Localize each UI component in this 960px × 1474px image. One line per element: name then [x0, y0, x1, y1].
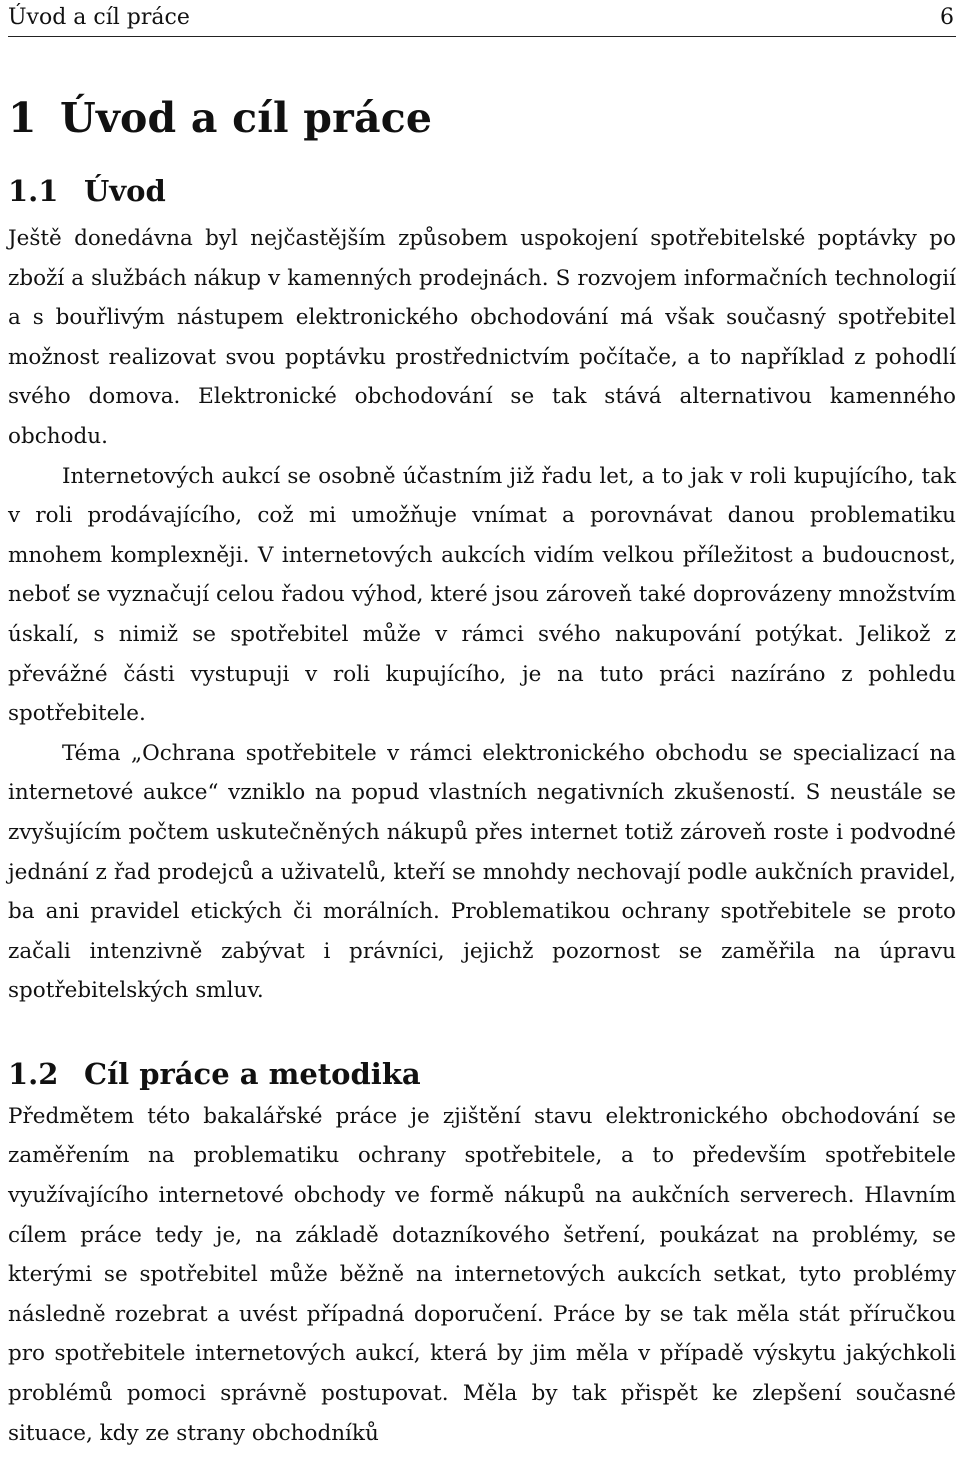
running-header-title: Úvod a cíl práce: [8, 5, 190, 30]
chapter-heading: [8, 93, 956, 143]
paragraph: Téma „Ochrana spotřebitele v rámci elektronického obchodu se specializací na internetové aukce“ vzniklo na popud vlastních negativních zkušeností. S neustále se zvyšujícím počtem uskutečněných nákupů přes internet totiž zároveň roste i podvodné jednání z řad prodejců a uživatelů, kteří se mnohdy nechovají podle aukčních pravidel, ba ani pravidel etických či morálních. Problematikou ochrany spotřebitele se proto začali intenzivně zabývat i právníci, jejichž pozornost se zaměřila na úpravu spotřebitelských smluv.: [8, 740, 956, 1004]
chapter-title: Úvod a cíl práce: [60, 94, 433, 142]
paragraph: Předmětem této bakalářské práce je zjištění stavu elektronického obchodování se zaměřením na problematiku ochrany spotřebitele, a to především spotřebitele využívajícího internetové obchody ve formě nákupů na aukčních serverech. Hlavním cílem práce tedy je, na základě dotazníkového šetření, poukázat na problémy, se kterými se spotřebitel může běžně na internetových aukcích setkat, tyto problémy následně rozebrat a uvést případná doporučení. Práce by se tak měla stát příručkou pro spotřebitele internetových aukcí, která by jim měla v případě výskytu jakýchkoli problémů pomoci správně postupovat. Měla by tak přispět ke zlepšení současné situace, kdy ze strany obchodníků: [8, 1103, 956, 1446]
running-header: [8, 0, 956, 37]
chapter-number: 1: [8, 94, 37, 142]
paragraph: Ještě donedávna byl nejčastějším způsobem uspokojení spotřebitelské poptávky po zboží a službách nákup v kamenných prodejnách. S rozvojem informačních technologií a s bouřlivým nástupem elektronického obchodování má však současný spotřebitel možnost realizovat svou poptávku prostřednictvím počítače, a to například z pohodlí svého domova. Elektronické obchodování se tak stává alternativou kamenného obchodu.: [8, 226, 956, 449]
page-number: 6: [940, 5, 954, 30]
section-number: 1.1: [8, 174, 59, 208]
section-title: Úvod: [84, 174, 166, 208]
section-heading-intro: [8, 171, 956, 211]
document-page: [8, 0, 956, 1453]
section-number: 1.2: [8, 1056, 59, 1091]
section-title: Cíl práce a metodika: [84, 1056, 421, 1091]
section-heading-goals: [8, 1054, 956, 1094]
paragraph: Internetových aukcí se osobně účastním již řadu let, a to jak v roli kupujícího, tak v roli prodávajícího, což mi umožňuje vnímat a porovnávat danou problematiku mnohem komplexněji. V internetových aukcích vidím velkou příležitost a budoucnost, neboť se vyznačují celou řadou výhod, které jsou zároveň také doprovázeny množstvím úskalí, s nimiž se spotřebitel může v rámci svého nakupování potýkat. Jelikož z převážné části vystupuji v roli kupujícího, je na tuto práci nazíráno z pohledu spotřebitele.: [8, 463, 956, 727]
